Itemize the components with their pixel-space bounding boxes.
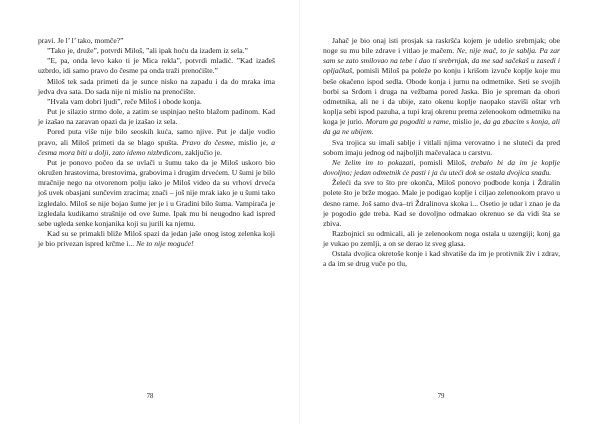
paragraph (323, 158, 560, 178)
gutter-shadow (299, 0, 300, 424)
paragraph (38, 36, 275, 46)
italic-text: Ne, nije mač, to je sablja. Pa zar sam se zato smilovao na tebe i dao ti srebrnjak, da me sad sačekaš u zasedi i opljačkaš (323, 46, 560, 76)
text-run: Jahač je bio onaj isti prosjak sa raskršća kojem je udelio srebrnjak; obe noge su mu bile zdrave i vitlao je mačem. (323, 36, 560, 56)
italic-text: Ne to nije moguće! (136, 239, 194, 249)
text-run: Put je silazio strmo dole, a zatim se uspinjao nešto blažom padinom. Kad je izašao na zaravan opazi da je izašao iz sela. (38, 107, 275, 127)
text-run: Želeći da sve to što pre okonča, Miloš ponovo podbode konja i Ždralin polete što je brže mogao. Male je podigao koplje i ciljao zelenookom pravo u desno rame. Još samo dva–tri Ždralinova skoka i... Osetio je udar i znao je da je pogodio gde treba. Kad se dovoljno odmakao okrenuo se da vidi šta se zbiva. (323, 178, 560, 228)
text-run: , zaključio je. (181, 147, 223, 157)
text-run: ”Tako je, druže”, potvrdi Miloš, ”ali ipak hoću da izađem iz sela.” (47, 46, 248, 56)
right-page-text (323, 36, 560, 270)
italic-text: da ga zbacim s konja, ali da ga ne ubijem. (323, 117, 561, 137)
italic-text: trebalo bi da im je koplje dovoljno; jedan odmetnik će pasti i ja ću uteći dok se ostala dvojica snađu. (323, 157, 560, 178)
paragraph (38, 158, 275, 229)
paragraph (38, 56, 275, 76)
left-page (38, 36, 275, 249)
right-page (323, 36, 560, 270)
text-run: , mislio je, (448, 117, 484, 127)
text-run: , pomisli Miloš, (413, 157, 472, 167)
paragraph (38, 107, 275, 127)
text-run: Sva trojica su imali sablje i vitlali njima verovatno i ne sluteći da pred sobom imaju jednog od najboljih mačevalaca u carstvu. (323, 137, 560, 157)
text-run: ”Hvala vam dobri ljudi”, reče Miloš i obode konja. (47, 96, 202, 106)
text-run: Put je ponovo počeo da se uvlači u šumu tako da je Miloš uskoro bio okružen hrastovima, brestovima, grabovima i drugim drvećem. U šumi je bilo mračnije nego na otvorenom polju iako je Miloš video da su vrhovi drveća još uvek obasjani sunčevim zracima; znači – još nije mrak iako je u šumi tako izgledalo. Miloš se nije bojao šume jer je i u Gradini bilo šuma. Vampirača je izgledala kudikamo strašnije od ove šume. Ipak mu bi neugodno kad ispred sebe ugleda senke konjanika koji su jurili ka njemu. (38, 157, 275, 228)
text-run: pravi. Je l’ l’ tako, momče?” (38, 36, 124, 45)
text-run: , pomisli Miloš pa poleže po konju i krišom izvuče koplje koje mu beše okačeno ispod sedla. Obode konja i jurnu na odmetnike. Seti se svojih borbi sa Srđom i druga na vežbama pored Jaska. Bio je spreman da obori odmetnika, ali ne i da ubije, zato okenu koplje naopako staviši oštar vrh koplja sebi ispod pazuha, a tupi kraj okrenu prema zelenookom odmetniku na koga je jurio. (323, 66, 560, 127)
text-run: Miloš tek sada primeti da je sunce nisko na zapadu i da do mraka ima jedva dva sata. Do sada nije ni mislio na prenoćište. (38, 76, 275, 96)
italic-text: Ne želim im to pokazati (332, 157, 414, 167)
text-run: Kad su se primakli bliže Miloš spazi da jedan jaše onog istog zelenka koji je bio privezan ispred krčme i... (38, 228, 275, 249)
paragraph (323, 36, 560, 138)
italic-text: a česma mora biti u dolji, zato idemo nizbrdicom (38, 137, 275, 157)
paragraph (38, 46, 275, 56)
page-number-left: 78 (146, 393, 154, 400)
page-number-right: 79 (437, 393, 445, 400)
paragraph (38, 127, 275, 157)
paragraph (323, 249, 560, 269)
text-run: Razbojnici su odmicali, ali je zelenookom noga ostala u uzengiji; konj ga je vukao po zemlji, a on se derao iz sveg glasa. (323, 228, 560, 249)
left-page-text (38, 36, 275, 249)
italic-text: Moram ga pogoditi u rame (365, 117, 449, 127)
paragraph (323, 178, 560, 229)
italic-text: Pravo do česme (181, 137, 234, 147)
paragraph (38, 229, 275, 249)
paragraph (323, 229, 560, 249)
text-run: Pored puta više nije bilo seoskih kuća, samo njive. Put je dalje vodio pravo, ali Miloš primeti da se blago spušta. (38, 127, 275, 147)
paragraph (323, 138, 560, 158)
paragraph (38, 77, 275, 97)
text-run: ”E, pa, onda levo kako ti je Mica rekla”, potvrdi mladić. ”Kad izađeš uzbrdo, idi samo pravo do česme pa onda traži prenoćište.” (38, 56, 275, 76)
text-run: , mislio je, (233, 137, 272, 147)
text-run: Ostala dvojica okretoše konje i kad shvatiše da im je protivnik živ i zdrav, a da im se drug vuče po tlu, (323, 249, 560, 269)
paragraph (38, 97, 275, 107)
